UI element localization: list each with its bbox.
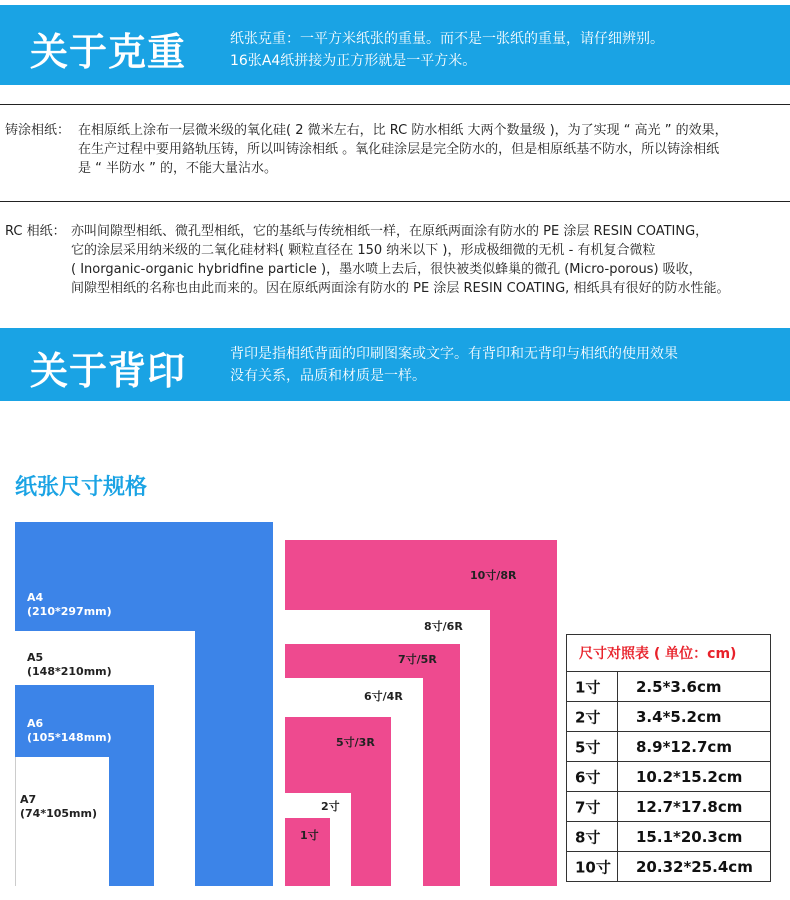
size-table-header-text: 尺寸对照表 ( 单位：cm) bbox=[579, 646, 737, 662]
size-table-dims-cell bbox=[617, 671, 771, 702]
size-table-header bbox=[566, 634, 771, 672]
size-table-size-cell bbox=[566, 731, 618, 762]
back-print-desc-line: 没有关系，品质和材质是一样。 bbox=[230, 368, 426, 384]
cast-coated-line: 在生产过程中要用鉻轨压铸，所以叫铸涂相纸 。氧化硅涂层是完全防水的，但是相原纸基不防水，所以铸涂相纸 bbox=[78, 142, 720, 157]
rc-paper-line: 它的涂层采用纳米级的二氧化硅材料( 颗粒直径在 150 纳米以下 )，形成极细微的无机 - 有机复合微粒 bbox=[71, 243, 656, 258]
size-table-size-cell bbox=[566, 701, 618, 732]
rc-paper-line: ( Inorganic-organic hybridfine particle )，墨水喷上去后，很快被类似蜂巢的微孔 (Micro-porous) 吸收， bbox=[71, 262, 702, 277]
a7-rect bbox=[15, 757, 109, 886]
a5-dims: (148*210mm) bbox=[27, 665, 112, 678]
rc-paper-body bbox=[71, 222, 783, 298]
a7-dims: (74*105mm) bbox=[20, 807, 97, 820]
size-section-title: 纸张尺寸规格 bbox=[15, 475, 148, 500]
a4-label bbox=[27, 591, 112, 619]
rc-paper-line: 间隙型相纸的名称也由此而来的。因在原纸两面涂有防水的 PE 涂层 RESIN COATING, 相纸具有很好的防水性能。 bbox=[71, 281, 730, 296]
back-print-banner-title: 关于背印 bbox=[30, 349, 187, 393]
a4-dims: (210*297mm) bbox=[27, 605, 112, 618]
size-table-size-cell bbox=[566, 761, 618, 792]
rc-paper-label: RC 相纸： bbox=[5, 224, 66, 239]
size-table-size: 1寸 bbox=[575, 678, 601, 696]
size-table-size: 7寸 bbox=[575, 798, 601, 816]
cast-coated-line: 在相原纸上涂布一层微米级的氧化硅( 2 微米左右，比 RC 防水相纸 大两个数量级 )，为了实现 “ 高光 ” 的效果， bbox=[78, 123, 728, 138]
size-table-dims-cell bbox=[617, 821, 771, 852]
a5-label bbox=[27, 651, 112, 679]
a7-name: A7 bbox=[20, 793, 37, 806]
weight-banner-description bbox=[230, 28, 664, 72]
weight-banner-title: 关于克重 bbox=[30, 30, 187, 74]
size-table-dims-cell bbox=[617, 851, 771, 882]
rc-paper-paragraph bbox=[5, 222, 785, 304]
size-table-size-cell bbox=[566, 851, 618, 882]
cast-coated-line: 是 “ 半防水 ” 的，不能大量沾水。 bbox=[78, 161, 277, 176]
weight-banner bbox=[0, 5, 790, 85]
a7-label bbox=[20, 793, 97, 821]
size-table-size-cell bbox=[566, 821, 618, 852]
size-table-dims: 3.4*5.2cm bbox=[636, 707, 722, 726]
size-table-size: 2寸 bbox=[575, 708, 601, 726]
size-table-dims: 8.9*12.7cm bbox=[636, 737, 732, 756]
size-table-size-cell bbox=[566, 791, 618, 822]
a6-label bbox=[27, 717, 112, 745]
a4-name: A4 bbox=[27, 591, 44, 604]
size-table-size: 5寸 bbox=[575, 738, 601, 756]
back-print-banner-description bbox=[230, 343, 678, 387]
6-inch-label: 6寸/4R bbox=[364, 690, 403, 703]
weight-desc-line: 16张A4纸拼接为正方形就是一平方米。 bbox=[230, 53, 477, 69]
size-table-dims-cell bbox=[617, 791, 771, 822]
size-table-size-cell bbox=[566, 671, 618, 702]
divider bbox=[0, 104, 790, 105]
2-inch-label: 2寸 bbox=[321, 800, 340, 813]
a6-dims: (105*148mm) bbox=[27, 731, 112, 744]
size-table-dims: 2.5*3.6cm bbox=[636, 677, 722, 696]
size-table-dims: 20.32*25.4cm bbox=[636, 857, 753, 876]
cast-coated-paragraph bbox=[5, 121, 785, 181]
size-table-dims: 10.2*15.2cm bbox=[636, 767, 743, 786]
a6-name: A6 bbox=[27, 717, 44, 730]
7-inch-label: 7寸/5R bbox=[398, 653, 437, 666]
size-table-size: 8寸 bbox=[575, 828, 601, 846]
size-table-dims: 15.1*20.3cm bbox=[636, 827, 743, 846]
size-table-dims-cell bbox=[617, 731, 771, 762]
10-inch-label: 10寸/8R bbox=[470, 569, 517, 582]
cast-coated-label: 铸涂相纸： bbox=[5, 123, 71, 138]
size-table-dims-cell bbox=[617, 701, 771, 732]
8-inch-label: 8寸/6R bbox=[424, 620, 463, 633]
rc-paper-line: 亦叫间隙型相纸、微孔型相纸，它的基纸与传统相纸一样，在原纸两面涂有防水的 PE 涂层 RESIN COATING， bbox=[71, 224, 709, 239]
size-table-size: 6寸 bbox=[575, 768, 601, 786]
back-print-banner bbox=[0, 328, 790, 401]
a5-name: A5 bbox=[27, 651, 44, 664]
divider bbox=[0, 201, 790, 202]
size-table-dims: 12.7*17.8cm bbox=[636, 797, 743, 816]
back-print-desc-line: 背印是指相纸背面的印刷图案或文字。有背印和无背印与相纸的使用效果 bbox=[230, 346, 678, 362]
weight-desc-line: 纸张克重：一平方米纸张的重量。而不是一张纸的重量，请仔细辨别。 bbox=[230, 31, 664, 47]
cast-coated-body bbox=[78, 121, 783, 178]
size-table-size: 10寸 bbox=[575, 858, 611, 876]
5-inch-label: 5寸/3R bbox=[336, 736, 375, 749]
size-table-dims-cell bbox=[617, 761, 771, 792]
1-inch-label: 1寸 bbox=[300, 829, 319, 842]
